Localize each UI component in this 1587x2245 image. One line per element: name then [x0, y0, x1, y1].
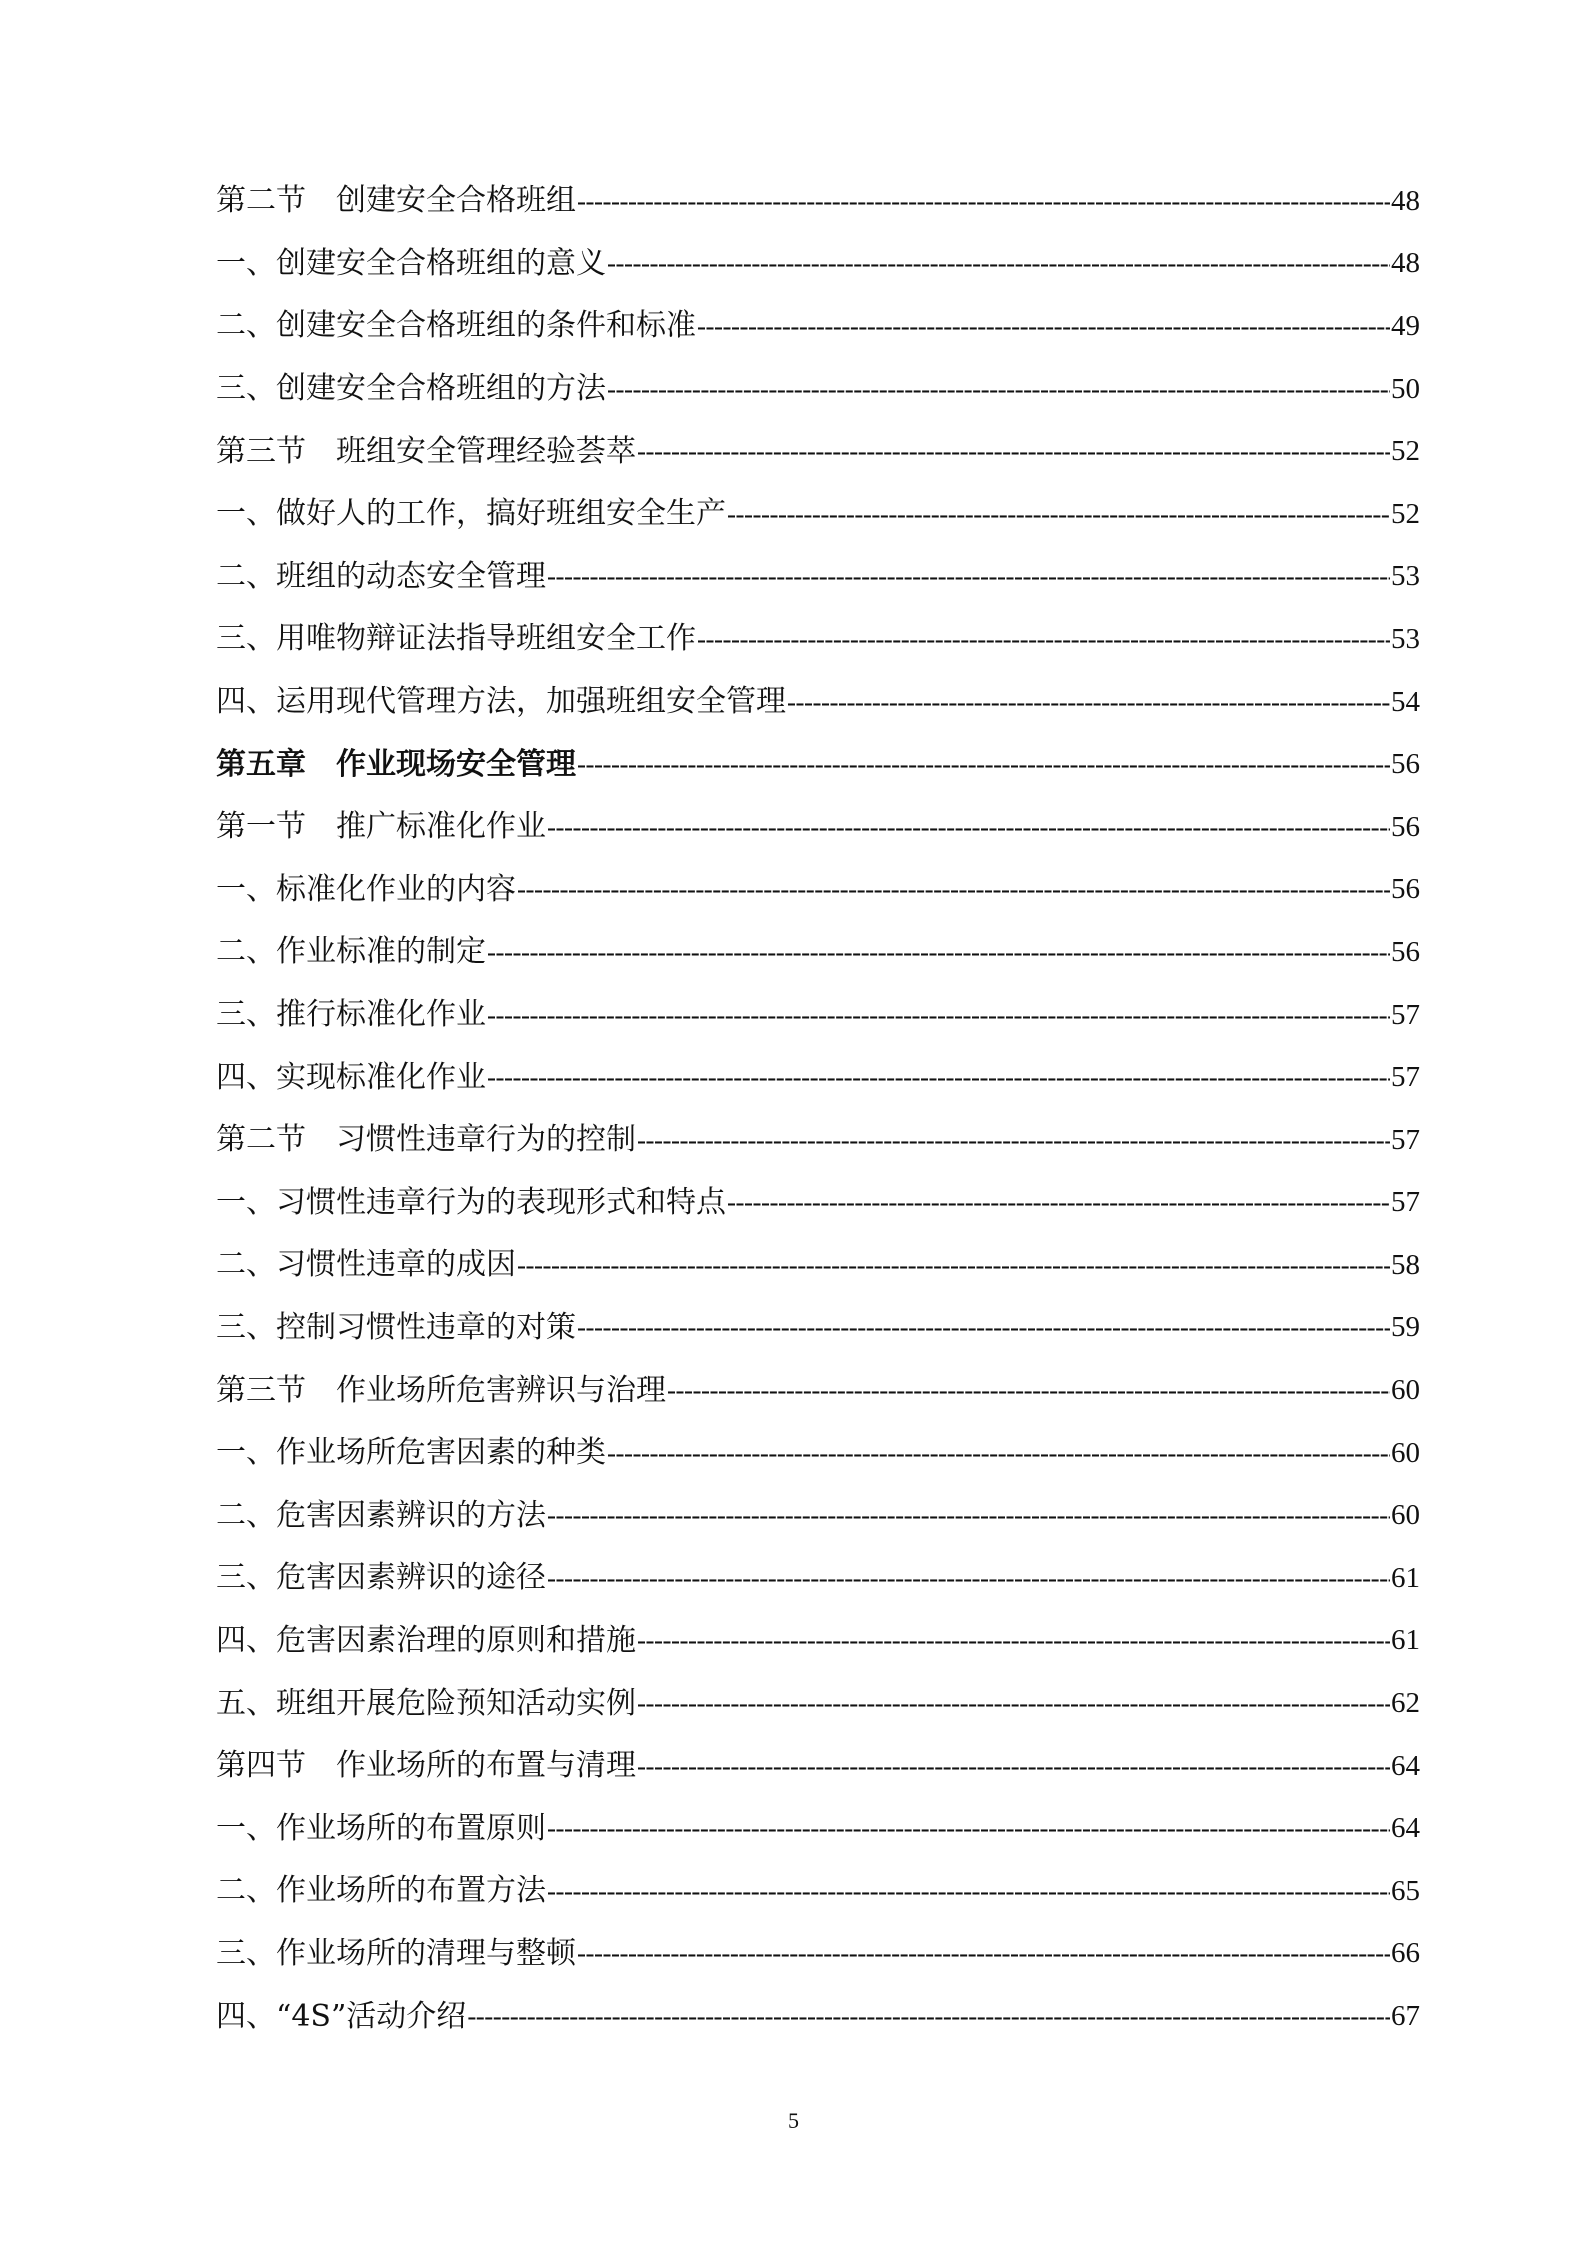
toc-entry-page: 48: [1391, 184, 1420, 217]
toc-entry-page: 57: [1391, 1061, 1420, 1094]
toc-entry-title: 二、作业场所的布置方法: [216, 1873, 546, 1909]
toc-leader-dots: [607, 250, 1390, 277]
toc-leader-dots: [697, 626, 1390, 653]
toc-leader-dots: [697, 313, 1390, 340]
toc-entry-title: 四、实现标准化作业: [216, 1059, 486, 1095]
toc-entry[interactable]: [216, 859, 1420, 922]
toc-entry-page: 54: [1391, 685, 1420, 718]
toc-entry[interactable]: [216, 1046, 1420, 1109]
toc-entry[interactable]: [216, 1610, 1420, 1673]
toc-leader-dots: [547, 1878, 1390, 1905]
toc-entry-title: 第五章 作业现场安全管理: [216, 746, 576, 782]
toc-entry-page: 58: [1391, 1248, 1420, 1281]
toc-entry-page: 64: [1391, 1749, 1420, 1782]
toc-entry-page: 49: [1391, 309, 1420, 342]
toc-entry-title: 二、习惯性违章的成因: [216, 1247, 516, 1283]
toc-entry-page: 60: [1391, 1436, 1420, 1469]
toc-entry-page: 64: [1391, 1812, 1420, 1845]
toc-entry-page: 52: [1391, 435, 1420, 468]
toc-entry-page: 56: [1391, 873, 1420, 906]
toc-entry-page: 57: [1391, 1123, 1420, 1156]
toc-leader-dots: [787, 689, 1390, 716]
toc-entry-page: 48: [1391, 247, 1420, 280]
toc-leader-dots: [577, 188, 1390, 215]
toc-entry-page: 67: [1391, 2000, 1420, 2033]
toc-entry-title: 二、创建安全合格班组的条件和标准: [216, 308, 696, 344]
toc-leader-dots: [547, 1565, 1390, 1592]
toc-entry-page: 56: [1391, 935, 1420, 968]
toc-entry[interactable]: [216, 984, 1420, 1047]
toc-leader-dots: [637, 1753, 1390, 1780]
toc-entry-title: 第三节 作业场所危害辨识与治理: [216, 1372, 666, 1408]
toc-entry-title: 一、作业场所的布置原则: [216, 1810, 546, 1846]
page-number: 5: [788, 2108, 799, 2133]
toc-entry-title: 一、习惯性违章行为的表现形式和特点: [216, 1184, 726, 1220]
toc-leader-dots: [727, 501, 1390, 528]
toc-entry-page: 53: [1391, 622, 1420, 655]
toc-entry[interactable]: [216, 1484, 1420, 1547]
toc-entry[interactable]: [216, 671, 1420, 734]
toc-entry-title: 第二节 创建安全合格班组: [216, 183, 576, 219]
toc-entry-title: 五、班组开展危险预知活动实例: [216, 1685, 636, 1721]
table-of-contents: [216, 170, 1420, 2048]
toc-leader-dots: [577, 751, 1390, 778]
toc-entry-page: 53: [1391, 560, 1420, 593]
toc-leader-dots: [517, 1252, 1390, 1279]
toc-entry[interactable]: [216, 1297, 1420, 1360]
toc-entry[interactable]: [216, 1109, 1420, 1172]
toc-entry[interactable]: [216, 1735, 1420, 1798]
toc-entry[interactable]: [216, 420, 1420, 483]
toc-entry-chapter[interactable]: [216, 733, 1420, 796]
toc-entry-title: 二、危害因素辨识的方法: [216, 1497, 546, 1533]
toc-entry-page: 62: [1391, 1687, 1420, 1720]
toc-entry-title: 四、危害因素治理的原则和措施: [216, 1622, 636, 1658]
toc-entry[interactable]: [216, 608, 1420, 671]
toc-entry[interactable]: [216, 546, 1420, 609]
toc-entry-page: 57: [1391, 998, 1420, 1031]
toc-leader-dots: [607, 376, 1390, 403]
toc-leader-dots: [637, 1127, 1390, 1154]
toc-entry[interactable]: [216, 796, 1420, 859]
toc-leader-dots: [607, 1440, 1390, 1467]
toc-leader-dots: [487, 1064, 1390, 1091]
toc-entry-title: 三、作业场所的清理与整顿: [216, 1935, 576, 1971]
toc-leader-dots: [467, 2003, 1390, 2030]
toc-entry[interactable]: [216, 358, 1420, 421]
toc-entry[interactable]: [216, 1797, 1420, 1860]
toc-entry[interactable]: [216, 295, 1420, 358]
toc-leader-dots: [547, 1502, 1390, 1529]
toc-entry-title: 三、推行标准化作业: [216, 997, 486, 1033]
toc-entry-page: 61: [1391, 1624, 1420, 1657]
toc-entry-title: 三、创建安全合格班组的方法: [216, 371, 606, 407]
toc-entry-title: 第一节 推广标准化作业: [216, 809, 546, 845]
toc-entry-page: 66: [1391, 1937, 1420, 1970]
toc-leader-dots: [547, 563, 1390, 590]
toc-entry-title: 一、作业场所危害因素的种类: [216, 1435, 606, 1471]
toc-entry-title: 四、运用现代管理方法，加强班组安全管理: [216, 684, 786, 720]
toc-leader-dots: [577, 1314, 1390, 1341]
toc-entry-title: 第二节 习惯性违章行为的控制: [216, 1122, 636, 1158]
toc-leader-dots: [517, 876, 1390, 903]
toc-entry[interactable]: [216, 1172, 1420, 1235]
toc-entry-title: 一、做好人的工作，搞好班组安全生产: [216, 496, 726, 532]
toc-entry[interactable]: [216, 1359, 1420, 1422]
toc-entry-title: 第四节 作业场所的布置与清理: [216, 1748, 636, 1784]
toc-leader-dots: [577, 1940, 1390, 1967]
toc-entry-page: 52: [1391, 497, 1420, 530]
toc-entry-page: 56: [1391, 810, 1420, 843]
toc-leader-dots: [637, 438, 1390, 465]
toc-leader-dots: [727, 1189, 1390, 1216]
toc-entry-title: 四、“4S”活动介绍: [216, 1998, 467, 2034]
toc-entry[interactable]: [216, 233, 1420, 296]
toc-entry-title: 一、标准化作业的内容: [216, 871, 516, 907]
toc-entry-title: 二、作业标准的制定: [216, 934, 486, 970]
toc-entry-page: 56: [1391, 748, 1420, 781]
toc-entry[interactable]: [216, 170, 1420, 233]
toc-leader-dots: [637, 1627, 1390, 1654]
toc-entry-page: 50: [1391, 372, 1420, 405]
toc-leader-dots: [637, 1690, 1390, 1717]
toc-entry-page: 60: [1391, 1374, 1420, 1407]
toc-entry-title: 二、班组的动态安全管理: [216, 558, 546, 594]
toc-entry[interactable]: [216, 1422, 1420, 1485]
toc-entry-page: 60: [1391, 1499, 1420, 1532]
toc-entry[interactable]: [216, 1672, 1420, 1735]
toc-entry[interactable]: [216, 1234, 1420, 1297]
toc-entry[interactable]: [216, 1985, 1420, 2048]
toc-entry[interactable]: [216, 1860, 1420, 1923]
toc-leader-dots: [667, 1377, 1390, 1404]
toc-entry-page: 57: [1391, 1186, 1420, 1219]
toc-entry-title: 第三节 班组安全管理经验荟萃: [216, 433, 636, 469]
toc-leader-dots: [487, 939, 1390, 966]
toc-leader-dots: [547, 1815, 1390, 1842]
toc-leader-dots: [487, 1002, 1390, 1029]
toc-entry-title: 一、创建安全合格班组的意义: [216, 245, 606, 281]
toc-entry[interactable]: [216, 921, 1420, 984]
toc-entry-title: 三、用唯物辩证法指导班组安全工作: [216, 621, 696, 657]
toc-entry-title: 三、控制习惯性违章的对策: [216, 1309, 576, 1345]
toc-entry-page: 61: [1391, 1561, 1420, 1594]
toc-entry[interactable]: [216, 1923, 1420, 1986]
toc-leader-dots: [547, 814, 1390, 841]
toc-entry-page: 65: [1391, 1874, 1420, 1907]
toc-entry-page: 59: [1391, 1311, 1420, 1344]
toc-entry[interactable]: [216, 1547, 1420, 1610]
toc-entry-title: 三、危害因素辨识的途径: [216, 1560, 546, 1596]
toc-entry[interactable]: [216, 483, 1420, 546]
